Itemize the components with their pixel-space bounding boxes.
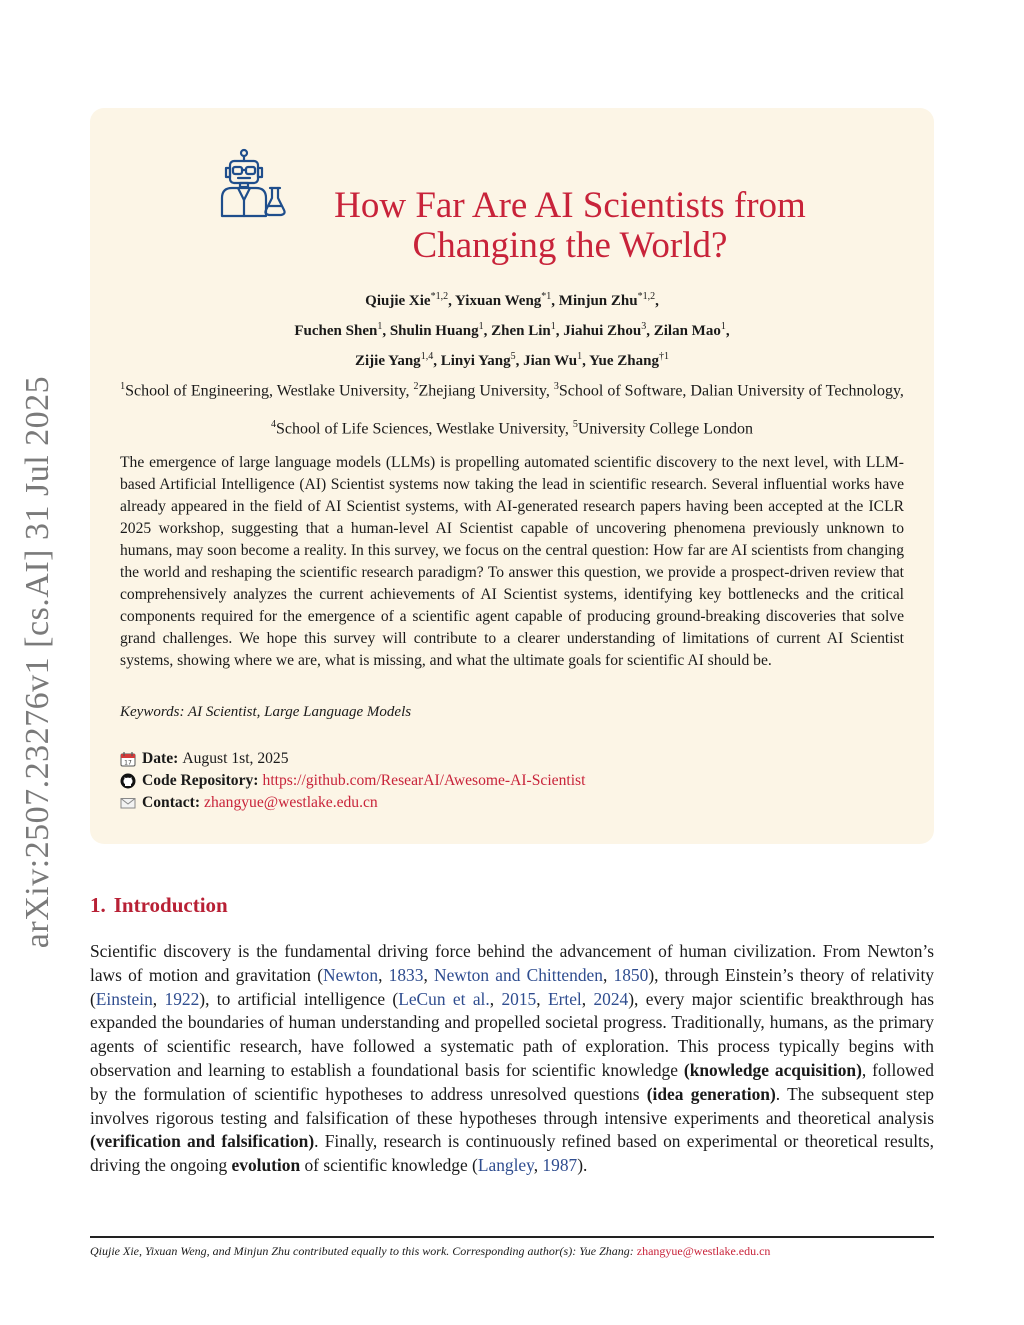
- citation-link[interactable]: 1833: [388, 964, 424, 985]
- author-sup: †1: [659, 351, 669, 362]
- title-line-2: Changing the World?: [412, 225, 728, 266]
- affiliation-sup: 3: [553, 381, 559, 392]
- footnote-text: Qiujie Xie, Yixuan Weng, and Minjun Zhu contributed equally to this work. Corresponding author(s): Yue Zhang:: [90, 1244, 634, 1258]
- author-sup: *1: [541, 291, 552, 302]
- contact-row: [120, 792, 904, 814]
- citation-link[interactable]: 1922: [164, 988, 200, 1009]
- citation-link[interactable]: Newton and Chittenden: [434, 964, 603, 985]
- text-run: ,: [536, 988, 548, 1009]
- abstract: The emergence of large language models (LLMs) is propelling automated scientific discovery to the next level, with LLM-based Artificial Intelligence (AI) Scientist systems now taking the lead in scientific research. Several influential works have already appeared in the field of AI Scientist systems, with AI-generated research papers having been accepted at the ICLR 2025 workshop, suggesting that a human-level AI Scientist capable of uncovering phenomena previously unknown to humans, may soon become a reality. In this survey, we focus on the central question: How far are AI scientists from changing the world and reshaping the scientific research paradigm? To answer this question, we provide a prospect-driven review that comprehensively analyzes the current achievements of AI Scientist systems, identifying key bottlenecks and the critical components required for the emergence of a scientific agent capable of producing ground-breaking discoveries that solve grand challenges. We hope this survey will contribute to a clearer understanding of limitations of current AI Scientist systems, showing where we are, what is missing, and what the ultimate goals for scientific AI should be.: [120, 454, 904, 669]
- affiliation: Zhejiang University,: [418, 382, 550, 400]
- arxiv-identifier: arXiv:2507.23276v1 [cs.AI] 31 Jul 2025: [19, 375, 56, 949]
- footnote-email[interactable]: zhangyue@westlake.edu.cn: [636, 1244, 771, 1258]
- author-sup: 1: [377, 321, 383, 332]
- author-sup: 1: [550, 321, 556, 332]
- text-run: ,: [489, 988, 502, 1009]
- affiliation-sup: 5: [572, 419, 578, 431]
- bold-term: (verification and falsification): [90, 1131, 315, 1152]
- author-sup: *1,2: [430, 291, 449, 302]
- text-run: ,: [602, 964, 614, 985]
- author-name: Jiahui Zhou: [563, 323, 642, 339]
- svg-text:17: 17: [124, 759, 132, 767]
- citation-link[interactable]: 1987: [542, 1155, 578, 1176]
- text-run: . The subsequent step involves rigorous testing and falsification of these hypotheses through intensive experiments and theoretical analysis: [90, 1083, 934, 1128]
- text-run: ,: [152, 988, 165, 1009]
- author-sup: 1,4: [420, 351, 434, 362]
- bold-term: evolution: [231, 1155, 301, 1176]
- author-list: [130, 284, 894, 374]
- robot-scientist-icon: [216, 148, 288, 220]
- text-run: ,: [533, 1155, 543, 1176]
- keywords: Keywords: AI Scientist, Large Language Models: [120, 704, 412, 720]
- introduction-paragraph: [90, 940, 934, 1178]
- calendar-icon: [120, 751, 136, 767]
- text-run: ,: [423, 964, 435, 985]
- date-label: Date:: [142, 750, 179, 767]
- author-name: Shulin Huang: [389, 323, 479, 339]
- text-run: of scientific knowledge (: [300, 1155, 478, 1176]
- footnote: [90, 1244, 934, 1259]
- contact-label: Contact:: [142, 794, 201, 811]
- author-sup: 3: [641, 321, 647, 332]
- citation-link[interactable]: 2015: [501, 988, 537, 1009]
- affiliation-line: [120, 370, 904, 447]
- author-sup: *1,2: [637, 291, 656, 302]
- citation-link[interactable]: Einstein: [95, 988, 153, 1009]
- author-name: Jian Wu: [523, 353, 578, 369]
- author-name: Zhen Lin: [491, 323, 551, 339]
- contact-email[interactable]: zhangyue@westlake.edu.cn: [204, 794, 378, 811]
- author-line: Zijie Yang$^{1,4}$, Linyi Yang$^5$, Jian Wu$^1$, Yue Zhang$^{\dagger 1}$: [354, 351, 669, 369]
- affiliation: School of Life Sciences, Westlake University,: [276, 420, 569, 438]
- text-run: Scientific discovery is the fundamental driving force behind the advancement of human civilization. From Newton’s laws of motion and gravitation (: [90, 941, 934, 985]
- text-run: . Finally, research is continuously refined based on experimental or theoretical results, driving the ongoing: [90, 1131, 934, 1176]
- text-run: ), through Einstein’s theory of relativity (: [90, 964, 934, 1009]
- text-run: ,: [581, 988, 594, 1009]
- paper-meta: [120, 748, 904, 814]
- affiliations: [120, 370, 904, 447]
- citation-link[interactable]: 2024: [593, 988, 629, 1009]
- citation-link[interactable]: Ertel: [547, 988, 582, 1009]
- citation-link[interactable]: 1850: [613, 964, 649, 985]
- author-sup: 1: [478, 321, 484, 332]
- text-run: ,: [378, 964, 389, 985]
- author-sup: 5: [510, 351, 516, 362]
- affiliation: School of Engineering, Westlake University,: [125, 382, 410, 400]
- affiliation-sup: 1: [120, 381, 126, 392]
- affiliation: School of Software, Dalian University of Technology,: [558, 382, 904, 400]
- author-line: Fuchen Shen$^1$, Shulin Huang$^1$, Zhen Lin$^1$, Jiahui Zhou$^3$, Zilan Mao$^1$,: [294, 321, 730, 339]
- section-heading: [90, 893, 228, 918]
- repo-link[interactable]: https://github.com/ResearAI/Awesome-AI-Scientist: [262, 772, 586, 789]
- affiliation: University College London: [577, 420, 753, 438]
- title-line-1: How Far Are AI Scientists from: [334, 185, 806, 226]
- date-row: [120, 748, 904, 770]
- footnote-divider: [90, 1236, 934, 1238]
- github-icon: [120, 773, 136, 789]
- section-number: 1.: [90, 893, 106, 917]
- citation-link[interactable]: LeCun et al.: [398, 988, 490, 1009]
- author-sup: 1: [577, 351, 583, 362]
- citation-link[interactable]: Langley: [477, 1155, 534, 1176]
- repo-row: [120, 770, 904, 792]
- text-run: , followed by the formulation of scientific hypotheses to address unresolved questions: [90, 1059, 935, 1104]
- title-card: [90, 108, 934, 844]
- text-run: ), every major scientific breakthrough has expanded the boundaries of human understanding and propelled societal progress. Traditionally, humans, as the primary agents of scientific research, have followed a systematic path of exploration. This process typically begins with observation and learning to establish a foundational basis for scientific knowledge: [90, 988, 935, 1080]
- author-name: Zilan Mao: [653, 323, 721, 339]
- bold-term: (idea generation): [646, 1083, 776, 1104]
- text-run: ).: [577, 1155, 588, 1176]
- paper-title: [290, 186, 850, 266]
- author-sup: 1: [720, 321, 726, 332]
- bold-term: (knowledge acquisition): [683, 1059, 862, 1080]
- affiliation-sup: 4: [271, 419, 277, 431]
- affiliation-sup: 2: [413, 381, 419, 392]
- repo-label: Code Repository:: [142, 772, 259, 789]
- author-name: Yixuan Weng: [455, 293, 542, 309]
- text-run: ), to artificial intelligence (: [199, 988, 399, 1009]
- author-name: Yue Zhang: [589, 353, 659, 369]
- author-line: Qiujie Xie$^{*1,2}$, Yixuan Weng$^{*1}$, Minjun Zhu$^{*1,2}$,: [365, 291, 659, 309]
- citation-link[interactable]: Newton: [323, 964, 379, 985]
- author-name: Fuchen Shen: [294, 323, 378, 339]
- envelope-icon: [120, 795, 136, 811]
- author-name: Qiujie Xie: [365, 293, 431, 309]
- date-value: August 1st, 2025: [182, 750, 289, 767]
- author-name: Linyi Yang: [440, 353, 511, 369]
- arxiv-sidebar: [8, 375, 68, 949]
- section-title: Introduction: [113, 893, 228, 917]
- author-name: Zijie Yang: [354, 353, 421, 369]
- author-name: Minjun Zhu: [558, 293, 638, 309]
